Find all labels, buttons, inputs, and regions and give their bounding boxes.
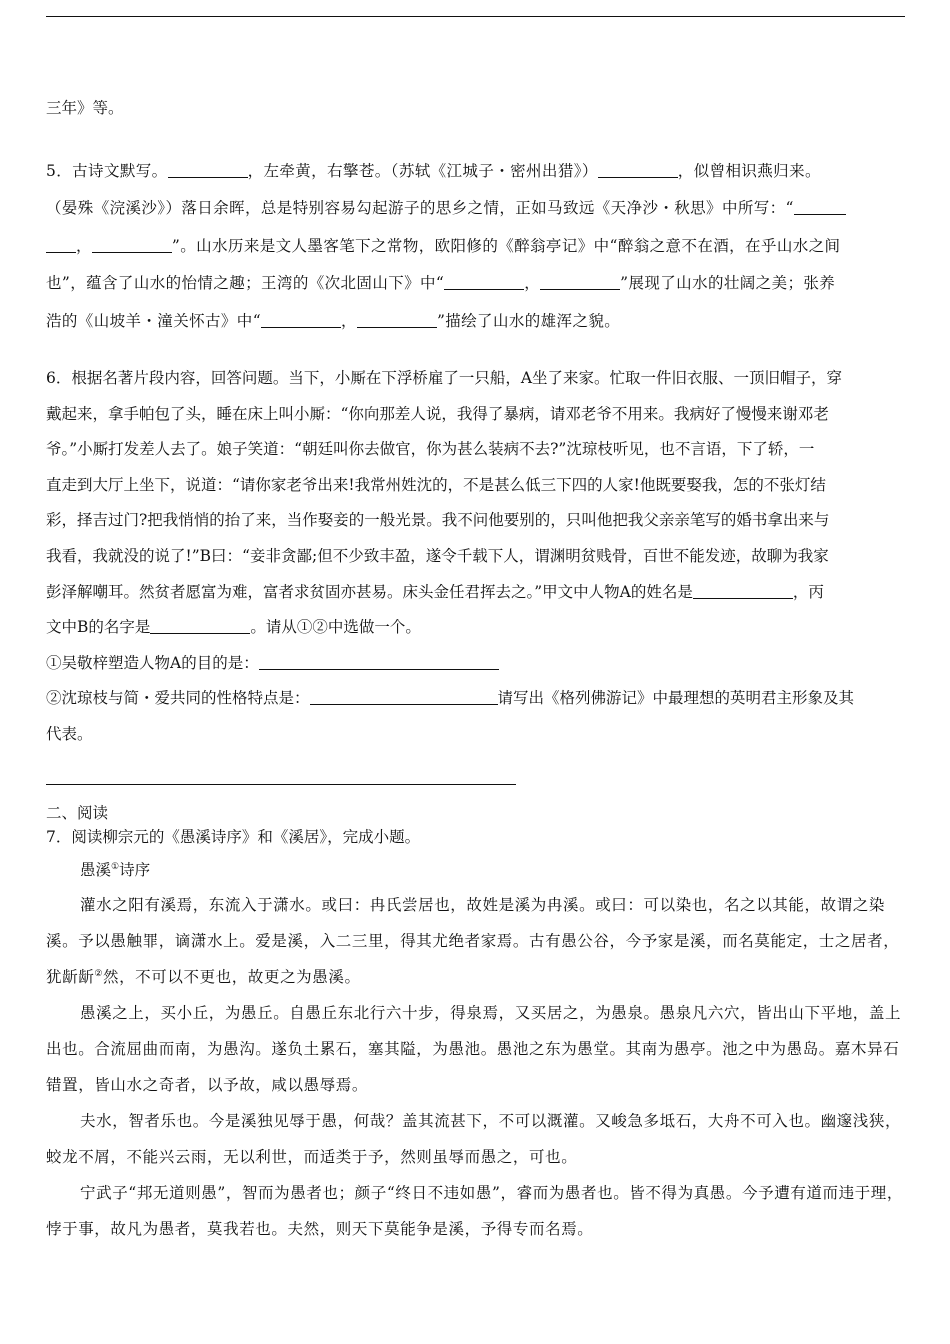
top-rule bbox=[46, 16, 905, 17]
passage-paragraph-3: 夫水，智者乐也。今是溪独见辱于愚，何哉？盖其流甚下，不可以溉灌。又峻急多坻石，大舟不可入也。幽邃浅狭，蛟龙不屑，不能兴云雨，无以利世，而适类于予，然则虽辱而愚之，可也。 bbox=[46, 1112, 902, 1166]
q5-line-2: （晏殊《浣溪沙》）落日余晖，总是特别容易勾起游子的思乡之情，正如马致远《天净沙・秋思》中所写：“ bbox=[46, 190, 905, 227]
passage-paragraph-1: 灌水之阳有溪焉，东流入于潇水。或曰：冉氏尝居也，故姓是溪为冉溪。或曰：可以染也，名之以其能，故谓之染溪。予以愚触罪，谪潇水上。爱是溪，入二三里，得其尤绝者家焉。古有愚公谷，今予家是溪，而名莫能定，士之居者，犹龂龂②然，不可以不更也，故更之为愚溪。 bbox=[46, 896, 900, 986]
answer-blank[interactable] bbox=[259, 653, 499, 670]
q5-line-4: 也”，蕴含了山水的怡情之趣；王湾的《次北固山下》中“ ， ”展现了山水的壮阔之美；张养 bbox=[46, 274, 836, 293]
question-5 bbox=[46, 153, 905, 340]
q6-option-1: ①吴敬梓塑造人物A的目的是： bbox=[46, 646, 905, 682]
passage-body bbox=[46, 887, 905, 1247]
answer-blank[interactable] bbox=[92, 236, 172, 253]
q5-line-1: 5．古诗文默写。 ，左牵黄，右擎苍。（苏轼《江城子・密州出猎》） ，似曾相识燕归来。 bbox=[46, 162, 821, 180]
question-6 bbox=[46, 361, 905, 753]
passage-paragraph-2: 愚溪之上，买小丘，为愚丘。自愚丘东北行六十步，得泉焉，又买居之，为愚泉。愚泉凡六穴，皆出山下平地，盖上出也。合流屈曲而南，为愚沟。遂负土累石，塞其隘，为愚池。愚池之东为愚堂。其南为愚亭。池之中为愚岛。嘉木异石错置，皆山水之奇者，以予故，咸以愚辱焉。 bbox=[46, 1004, 902, 1094]
question-7-intro: 7．阅读柳宗元的《愚溪诗序》和《溪居》，完成小题。 bbox=[46, 828, 421, 846]
q5-line-3: ， ”。山水历来是文人墨客笔下之常物，欧阳修的《醉翁亭记》中“醉翁之意不在酒，在乎山水之间 bbox=[46, 228, 905, 265]
answer-blank[interactable] bbox=[46, 236, 76, 253]
passage-paragraph-4: 宁武子“邦无道则愚”，智而为愚者也；颜子“终日不违如愚”，睿而为愚者也。皆不得为真愚。今予遭有道而违于理，悖于事，故凡为愚者，莫我若也。夫然，则天下莫能争是溪，予得专而名焉。 bbox=[46, 1184, 903, 1238]
q6-line-1: 6．根据名著片段内容，回答问题。当下，小厮在下浮桥雇了一只船，A坐了来家。忙取一件旧衣服、一顶旧帽子，穿 bbox=[46, 369, 843, 387]
answer-blank[interactable] bbox=[168, 161, 248, 178]
q6-line-5: 彩，择吉过门?把我悄悄的抬了来，当作娶妾的一般光景。我不问他要别的，只叫他把我父亲亲笔写的婚书拿出来与 bbox=[46, 511, 830, 530]
passage-title: 愚溪①诗序 bbox=[80, 861, 151, 879]
answer-blank[interactable] bbox=[261, 311, 341, 328]
section-heading: 二、阅读 bbox=[46, 804, 109, 822]
answer-blank[interactable] bbox=[598, 161, 678, 178]
answer-blank[interactable] bbox=[444, 273, 524, 290]
continued-text: 三年》等。 bbox=[46, 99, 124, 117]
q6-line-3: 爷。”小厮打发差人去了。娘子笑道：“朝廷叫你去做官，你为甚么装病不去?”沈琼枝听见，也不言语，下了轿，一 bbox=[46, 440, 815, 459]
answer-blank[interactable] bbox=[357, 311, 437, 328]
q6-line-7: 彭泽解嘲耳。然贫者愿富为难，富者求贫固亦甚易。床头金任君挥去之。”甲文中人物A的姓名是 ，丙 bbox=[46, 582, 824, 601]
q6-line-8: 文中B的名字是 。请从①②中选做一个。 bbox=[46, 618, 421, 637]
answer-blank[interactable] bbox=[794, 198, 846, 215]
q6-option-2: ②沈琼枝与简・爱共同的性格特点是： 请写出《格列佛游记》中最理想的英明君主形象及其 bbox=[46, 689, 855, 708]
answer-line[interactable] bbox=[46, 784, 516, 785]
answer-blank[interactable] bbox=[540, 273, 620, 290]
answer-blank[interactable] bbox=[693, 582, 793, 599]
answer-blank[interactable] bbox=[150, 617, 250, 634]
q5-line-5: 浩的《山坡羊・潼关怀古》中“ ， ”描绘了山水的雄浑之貌。 bbox=[46, 311, 621, 330]
q6-line-2: 戴起来，拿手帕包了头，睡在床上叫小厮：“你向那差人说，我得了暴病，请邓老爷不用来。我病好了慢慢来谢邓老 bbox=[46, 404, 829, 423]
answer-blank[interactable] bbox=[310, 688, 498, 705]
q6-line-4: 直走到大厅上坐下，说道：“请你家老爷出来!我常州姓沈的，不是甚么低三下四的人家!他既要娶我，怎的不张灯结 bbox=[46, 475, 826, 494]
q6-line-6: 我看，我就没的说了!”B曰：“妾非贪鄙;但不少致丰盈，遂令千载下人，谓渊明贫贱骨，百世不能发迹，故聊为我家 bbox=[46, 546, 829, 565]
q6-line-end: 代表。 bbox=[46, 724, 93, 743]
